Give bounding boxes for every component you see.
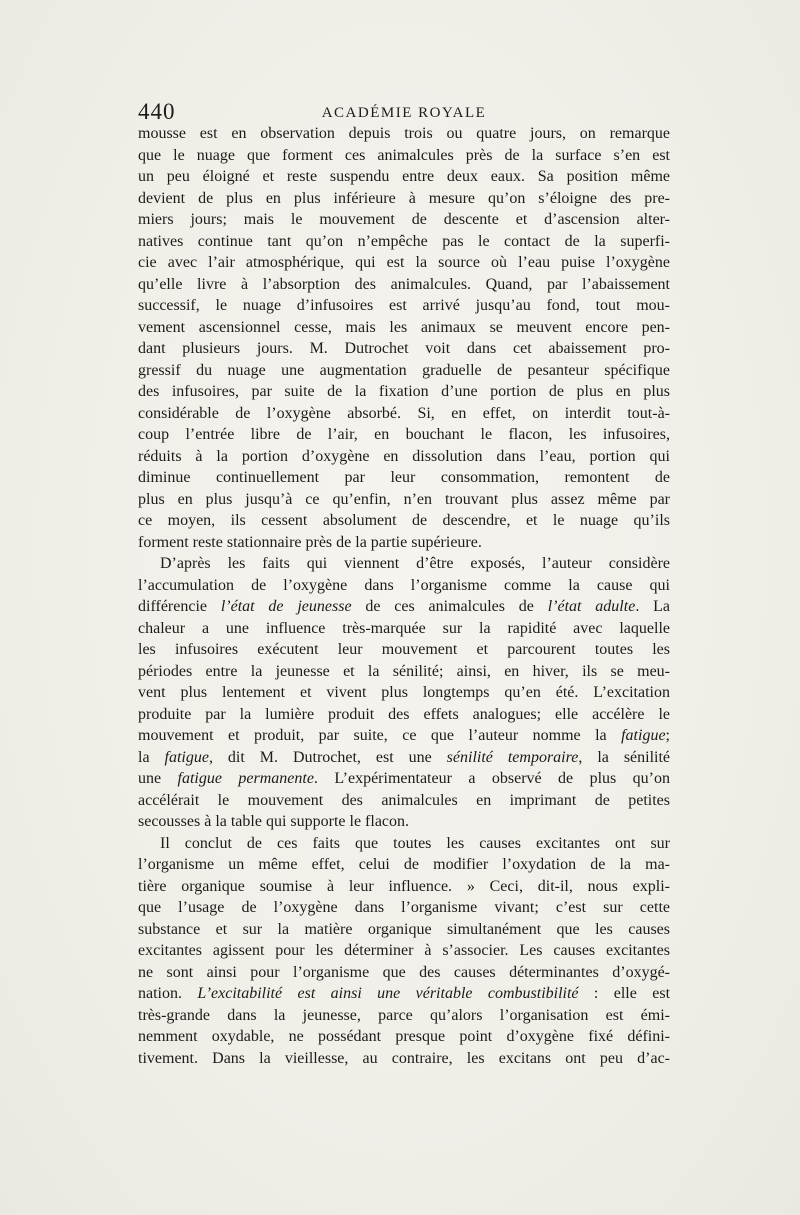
text-line <box>138 682 670 704</box>
text-segment: cie avec l’air atmosphérique, qui est la source où l’eau puise l’oxygène <box>138 254 670 271</box>
text-line <box>138 123 670 145</box>
text-line <box>138 360 670 382</box>
text-line <box>138 596 670 618</box>
text-line <box>138 575 670 597</box>
page-header <box>138 98 670 126</box>
text-segment: nation. <box>138 985 198 1002</box>
text-line <box>138 790 670 812</box>
text-segment: forment reste stationnaire près de la partie supérieure. <box>138 533 482 551</box>
text-line <box>138 704 670 726</box>
text-line <box>138 532 670 554</box>
italic-text: L’excitabilité est ainsi une véritable combustibilité <box>197 985 579 1002</box>
text-segment: périodes entre la jeunesse et la sénilité; ainsi, en hiver, ils se meu- <box>138 662 670 680</box>
text-segment: produite par la lumière produit des effets analogues; elle accélère le <box>138 705 670 723</box>
text-line <box>138 768 670 790</box>
text-segment: . La <box>635 598 671 615</box>
text-segment: nemment oxydable, ne possédant presque point d’oxygène fixé défini- <box>138 1028 670 1045</box>
text-line <box>138 252 670 274</box>
text-segment: vent plus lentement et vivent plus longtemps qu’en été. L’excitation <box>138 684 670 701</box>
text-segment: ce moyen, ils cessent absolument de descendre, et le nuage qu’ils <box>138 512 670 529</box>
italic-text: fatigue <box>621 727 666 744</box>
text-line <box>138 424 670 446</box>
text-line <box>138 962 670 984</box>
text-segment: excitantes agissent pour les déterminer à s’associer. Les causes excitantes <box>138 942 670 959</box>
text-segment: l’organisme un même effet, celui de modifier l’oxydation de la ma- <box>138 856 670 873</box>
text-segment: qu’elle livre à l’absorption des animalcules. Quand, par l’abaissement <box>138 275 670 293</box>
text-line <box>138 145 670 167</box>
text-line <box>138 811 670 833</box>
text-segment: que l’usage de l’oxygène dans l’organisme vivant; c’est sur cette <box>138 899 670 916</box>
text-segment: la <box>138 748 165 766</box>
text-line <box>138 510 670 532</box>
text-line <box>138 618 670 640</box>
text-line <box>138 467 670 489</box>
italic-text: sénilité temporaire <box>446 748 579 766</box>
text-line <box>138 295 670 317</box>
text-segment: miers jours; mais le mouvement de descente et d’ascension alter- <box>138 211 670 228</box>
running-title: ACADÉMIE ROYALE <box>321 105 487 121</box>
text-segment: accélérait le mouvement des animalcules en imprimant de petites <box>138 791 670 809</box>
text-segment: des infusoires, par suite de la fixation d’une portion de plus en plus <box>138 383 670 400</box>
text-segment: diminue continuellement par leur consommation, remontent de <box>138 469 670 486</box>
text-line <box>138 338 670 360</box>
text-segment: devient de plus en plus inférieure à mesure qu’on s’éloigne des pre- <box>138 189 670 207</box>
text-line <box>138 403 670 425</box>
italic-text: fatigue permanente <box>177 770 314 787</box>
text-segment: secousses à la table qui supporte le flacon. <box>138 813 410 830</box>
page-number: 440 <box>138 99 176 124</box>
text-segment: gressif du nuage une augmentation graduelle de pesanteur spécifique <box>138 361 670 379</box>
text-segment: un peu éloigné et reste suspendu entre deux eaux. Sa position même <box>138 168 670 185</box>
text-segment: très-grande dans la jeunesse, parce qu’alors l’organisation est émi- <box>138 1006 670 1024</box>
text-segment: considérable de l’oxygène absorbé. Si, en effet, on interdit tout-à- <box>138 404 670 422</box>
text-line <box>138 1005 670 1027</box>
text-line <box>138 983 670 1005</box>
text-segment: : elle est <box>578 985 671 1002</box>
text-line <box>138 833 670 855</box>
text-segment: tière organique soumise à leur influence. » Ceci, dit-il, nous expli- <box>138 877 670 895</box>
text-line <box>138 489 670 511</box>
text-line <box>138 876 670 898</box>
text-line <box>138 1026 670 1048</box>
text-segment: différencie <box>138 598 221 615</box>
text-line <box>138 231 670 253</box>
text-line <box>138 725 670 747</box>
italic-text: fatigue <box>164 748 209 766</box>
text-segment: D’après les faits qui viennent d’être exposés, l’auteur considère <box>160 555 670 572</box>
italic-text: l’état adulte <box>547 598 636 615</box>
italic-text: l’état de jeunesse <box>220 598 352 615</box>
text-line <box>138 940 670 962</box>
text-line <box>138 446 670 468</box>
text-segment: plus en plus jusqu’à ce qu’enfin, n’en trouvant plus assez même par <box>138 490 670 508</box>
text-segment: Il conclut de ces faits que toutes les causes excitantes ont sur <box>160 834 670 852</box>
text-segment: de ces animalcules de <box>351 598 548 615</box>
text-segment: , la sénilité <box>578 748 671 766</box>
text-segment: une <box>138 770 178 787</box>
text-segment: vement ascensionnel cesse, mais les animaux se meuvent encore pen- <box>138 318 670 336</box>
text-segment: dant plusieurs jours. M. Dutrochet voit dans cet abaissement pro- <box>138 340 670 357</box>
text-line <box>138 166 670 188</box>
text-line <box>138 919 670 941</box>
text-segment: ne sont ainsi pour l’organisme que des causes déterminantes d’oxygé- <box>138 963 670 981</box>
text-line <box>138 747 670 769</box>
text-line <box>138 639 670 661</box>
text-segment: successif, le nuage d’infusoires est arrivé jusqu’au fond, tout mou- <box>138 297 670 314</box>
text-segment: substance et sur la matière organique simultanément que les causes <box>138 920 670 938</box>
body-text <box>138 123 670 1069</box>
text-line <box>138 188 670 210</box>
text-line <box>138 317 670 339</box>
text-line <box>138 209 670 231</box>
text-segment: , dit M. Dutrochet, est une <box>208 748 447 766</box>
text-segment: réduits à la portion d’oxygène en dissolution dans l’eau, portion qui <box>138 447 670 465</box>
text-line <box>138 661 670 683</box>
text-segment: tivement. Dans la vieillesse, au contraire, les excitans ont peu d’ac- <box>138 1049 670 1067</box>
text-segment: coup l’entrée libre de l’air, en bouchant le flacon, les infusoires, <box>138 426 670 443</box>
text-segment: natives continue tant qu’on n’empêche pas le contact de la superfi- <box>138 232 670 250</box>
text-line <box>138 274 670 296</box>
text-line <box>138 854 670 876</box>
text-segment: les infusoires exécutent leur mouvement et parcourent toutes les <box>138 641 670 658</box>
text-segment: . L’expérimentateur a observé de plus qu’on <box>313 770 670 787</box>
text-line <box>138 897 670 919</box>
text-segment: mousse est en observation depuis trois ou quatre jours, on remarque <box>138 125 670 142</box>
text-segment: mouvement et produit, par suite, ce que l’auteur nomme la <box>138 727 622 744</box>
text-segment: chaleur a une influence très-marquée sur la rapidité avec laquelle <box>138 619 670 637</box>
text-segment: l’accumulation de l’oxygène dans l’organisme comme la cause qui <box>138 576 670 594</box>
text-line <box>138 1048 670 1070</box>
text-line <box>138 553 670 575</box>
text-segment: ; <box>665 727 670 744</box>
text-segment: que le nuage que forment ces animalcules près de la surface s’en est <box>138 146 670 164</box>
text-line <box>138 381 670 403</box>
